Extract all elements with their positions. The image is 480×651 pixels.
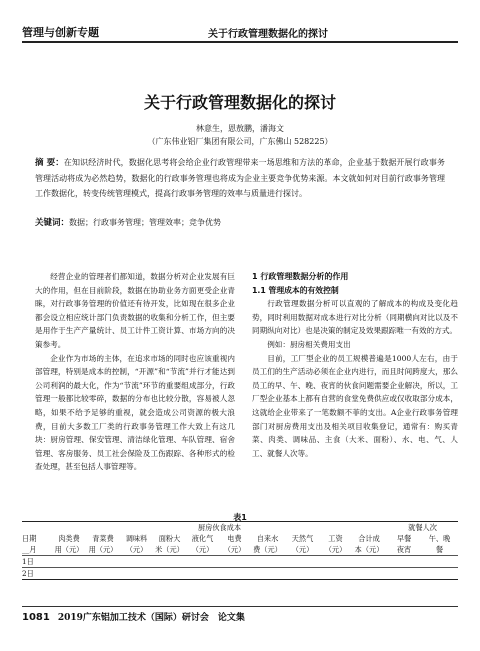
header-bottom-cell: （元） [320, 544, 351, 556]
affiliation: （广东伟业铝厂集团有限公司，广东佛山 528225） [147, 137, 333, 146]
abstract-text: 在知识经济时代，数据化思考将会给企业行政管理带来一场思维和方法的革命，企业基于数据开展行政事务管理活动将成为必然趋势，数据化的行政事务管理也将成为企业主要竞争优势来源。本文就如何对目前行政事务管理工作数据化，转变传统管理模式，提高行政事务管理的效率与质量进行探讨。 [35, 158, 445, 198]
right-paragraph-2: 目前，工厂型企业的员工规模普遍是1000人左右，由于员工们的生产活动必须在企业内进行，而且时间跨度大，那么员工的早、午、晚、夜宵的伙食问题需要企业解决，所以，工厂型企业基本上都有自营的食堂免费供应或仅收取部分成本，这就给企业带来了一笔数额不菲的支出。A企业行政事务管理部门对厨房费用支出及相关项目收集登记，通常有：购买青菜、肉类、调味品、主食（大米、面粉）、水、电、气、人工、就餐人次等。 [252, 353, 458, 458]
subsection-heading-1-1: 1.1 管理成本的有效控制 [252, 285, 339, 295]
group-cost-header: 厨房伙食成本 [52, 522, 387, 534]
abstract-label: 摘 要： [35, 158, 64, 168]
empty-cell [351, 568, 387, 580]
empty-cell [285, 568, 320, 580]
empty-cell [387, 556, 421, 568]
page-number: 1081 [22, 612, 50, 623]
header-bottom-cell: （元） [219, 544, 250, 556]
header-bottom-cell: 夜宵 [387, 544, 421, 556]
header-top-cell: 电费 [227, 533, 242, 543]
empty-cell [120, 568, 153, 580]
page-footer [22, 610, 245, 623]
header-top-cell: 面粉大 [158, 533, 181, 543]
header-bottom-cell: 用（元） [52, 544, 86, 556]
empty-cell [219, 556, 250, 568]
table-header-row-bottom [22, 544, 458, 556]
header-running-title: 关于行政管理数据化的探讨 [208, 29, 328, 40]
header-top-cell: 午、晚 [428, 533, 451, 543]
right-paragraph-1: 行政管理数据分析可以直观的了解成本的构成及变化趋势，同时利用数据对成本进行对比分析（同期横向对比以及不同期纵向对比）也是决策的制定及效果跟踪唯一有效的方式。 [252, 299, 458, 336]
row-date-cell: 1日 [22, 556, 52, 568]
empty-cell [320, 556, 351, 568]
section-heading-1: 1 行政管理数据分析的作用 [252, 272, 349, 281]
header-bottom-cell: 餐 [421, 544, 458, 556]
empty-cell [153, 556, 186, 568]
header-bottom-cell: __月 [22, 544, 52, 556]
abstract [35, 155, 445, 201]
empty-cell [351, 556, 387, 568]
table-empty-cell [22, 522, 52, 534]
example-line: 例如：厨房相关费用支出 [267, 339, 351, 349]
header-bottom-cell: 费（元） [250, 544, 285, 556]
empty-cell [86, 556, 120, 568]
empty-cell [52, 556, 86, 568]
header-top-cell: 肉类费 [58, 533, 80, 543]
table-header-row-top [22, 533, 458, 544]
empty-cell [120, 556, 153, 568]
empty-cell [219, 568, 250, 580]
row-date-cell: 2日 [22, 568, 52, 580]
left-column [35, 270, 235, 474]
empty-cell [186, 556, 219, 568]
paper-title: 关于行政管理数据化的探讨 [143, 93, 336, 112]
header-top-cell: 早餐 [396, 533, 412, 543]
header-top-cell: 天然气 [291, 533, 314, 543]
header-top-cell: 工资 [328, 533, 343, 543]
empty-cell [153, 568, 186, 580]
empty-cell [421, 556, 458, 568]
group-people-header: 就餐人次 [387, 522, 458, 534]
table-caption: 表1 [233, 513, 247, 522]
header-bottom-cell: （元） [120, 544, 153, 556]
left-paragraph-2: 企业作为市场的主体，在追求市场的同时也应该重视内部管理，特别是成本的控制，“开源”和“节流”并行才能达到公司利润的最大化，作为“节流”环节的重要组成部分，行政管理一般都比较零碎，数据的分布也比较分散，容易被人忽略，如果不给予足够的重视，就会造成公司资源的极大浪费，目前大多数工厂类的行政事务管理工作大致上有这几块：厨房管理、保安管理、清洁绿化管理、车队管理、宿舍管理、客房服务、员工社会保险及工伤跟踪、各种形式的检查处理，甚至包括人事管理等。 [35, 353, 235, 472]
cost-table [22, 521, 458, 580]
left-paragraph-1: 经营企业的管理者们都知道，数据分析对企业发展有巨大的作用，但在目前阶段，数据在协助业务方面更受企业青睐，对行政事务管理的价值还有待开发，比如现在很多企业都会设立相应统计部门负责数据的收集和分析工作，但主要是用作于生产产量统计、员工计件工资计算、市场方向的决策参考。 [35, 272, 235, 349]
keywords-text: 数据；行政事务管理；管理效率；竞争优势 [69, 218, 222, 227]
header-section: 管理与创新专题 [22, 26, 99, 39]
empty-cell [250, 568, 285, 580]
header-top-cell: 青菜费 [92, 533, 114, 543]
right-column [252, 270, 458, 460]
header-top-cell: 调味料 [125, 533, 148, 543]
header-top-cell: 自来水 [256, 533, 279, 543]
header-bottom-cell: 米（元） [153, 544, 186, 556]
empty-cell [285, 556, 320, 568]
header-top-cell: 液化气 [191, 533, 214, 543]
authors: 林意生，恩敖鹏，潘海文 [196, 124, 284, 133]
table-group-row [22, 522, 458, 534]
running-header [22, 24, 458, 42]
publication-name: 2019广东铝加工技术（国际）研讨会 论文集 [57, 613, 245, 623]
empty-cell [250, 556, 285, 568]
empty-cell [320, 568, 351, 580]
header-bottom-cell: （元） [285, 544, 320, 556]
empty-cell [421, 568, 458, 580]
header-bottom-cell: 用（元） [86, 544, 120, 556]
empty-cell [186, 568, 219, 580]
header-bottom-cell: （元） [186, 544, 219, 556]
header-bottom-cell: 本（元） [351, 544, 387, 556]
keywords [35, 216, 445, 230]
header-rule [22, 41, 458, 43]
empty-cell [387, 568, 421, 580]
table-row [22, 556, 458, 568]
table-row [22, 568, 458, 580]
header-top-cell: 合计成 [358, 533, 380, 543]
footer-rule [22, 606, 458, 607]
keywords-label: 关键词： [35, 218, 70, 228]
empty-cell [86, 568, 120, 580]
empty-cell [52, 568, 86, 580]
header-top-cell: 日期 [22, 533, 37, 543]
